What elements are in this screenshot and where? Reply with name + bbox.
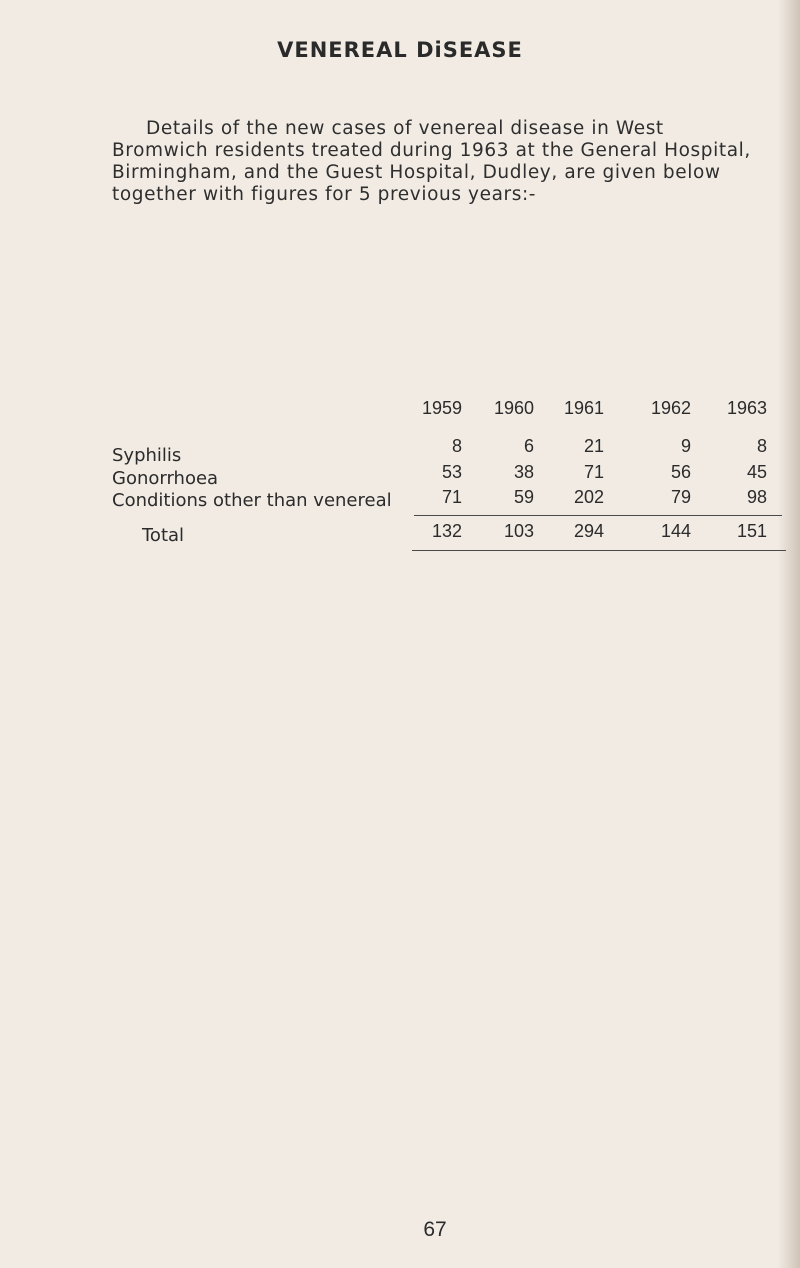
table-cell: 98 — [746, 487, 767, 507]
table-cell: 202 — [573, 487, 604, 507]
intro-line: together with figures for 5 previous years:- — [112, 184, 537, 205]
total-cell: 132 — [431, 521, 462, 541]
table-cell: 21 — [583, 436, 604, 456]
table-cell: 71 — [583, 462, 604, 482]
table-cell: 56 — [670, 462, 691, 482]
year-header: 1960 — [493, 398, 534, 418]
intro-line: Birmingham, and the Guest Hospital, Dudley, are given below — [112, 162, 721, 183]
year-header: 1962 — [650, 398, 691, 418]
row-label-syphilis: Syphilis — [112, 445, 182, 466]
row-label-other-conditions: Conditions other than venereal — [112, 490, 392, 511]
subtotal-rule — [414, 515, 782, 516]
table-cell: 6 — [523, 436, 534, 456]
table-cell: 59 — [513, 487, 534, 507]
table-cell: 79 — [670, 487, 691, 507]
intro-line: Bromwich residents treated during 1963 at the General Hospital, — [112, 140, 751, 161]
page-title: VENEREAL DiSEASE — [277, 38, 523, 62]
page-number: 67 — [423, 1218, 447, 1241]
total-cell: 151 — [736, 521, 767, 541]
year-header: 1961 — [563, 398, 604, 418]
row-label-total: Total — [142, 525, 185, 546]
table-cell: 8 — [451, 436, 462, 456]
total-cell: 294 — [573, 521, 604, 541]
year-header: 1959 — [421, 398, 462, 418]
venereal-disease-table — [112, 398, 782, 568]
table-cell: 38 — [513, 462, 534, 482]
table-cell: 9 — [680, 436, 691, 456]
table-cell: 53 — [441, 462, 462, 482]
table-cell: 8 — [756, 436, 767, 456]
year-header: 1963 — [726, 398, 767, 418]
table-cell: 71 — [441, 487, 462, 507]
total-cell: 103 — [503, 521, 534, 541]
row-label-gonorrhoea: Gonorrhoea — [112, 468, 219, 489]
total-rule — [412, 550, 786, 551]
intro-line: Details of the new cases of venereal disease in West — [146, 118, 664, 139]
intro-paragraph — [112, 118, 792, 206]
table-cell: 45 — [746, 462, 767, 482]
total-cell: 144 — [660, 521, 691, 541]
